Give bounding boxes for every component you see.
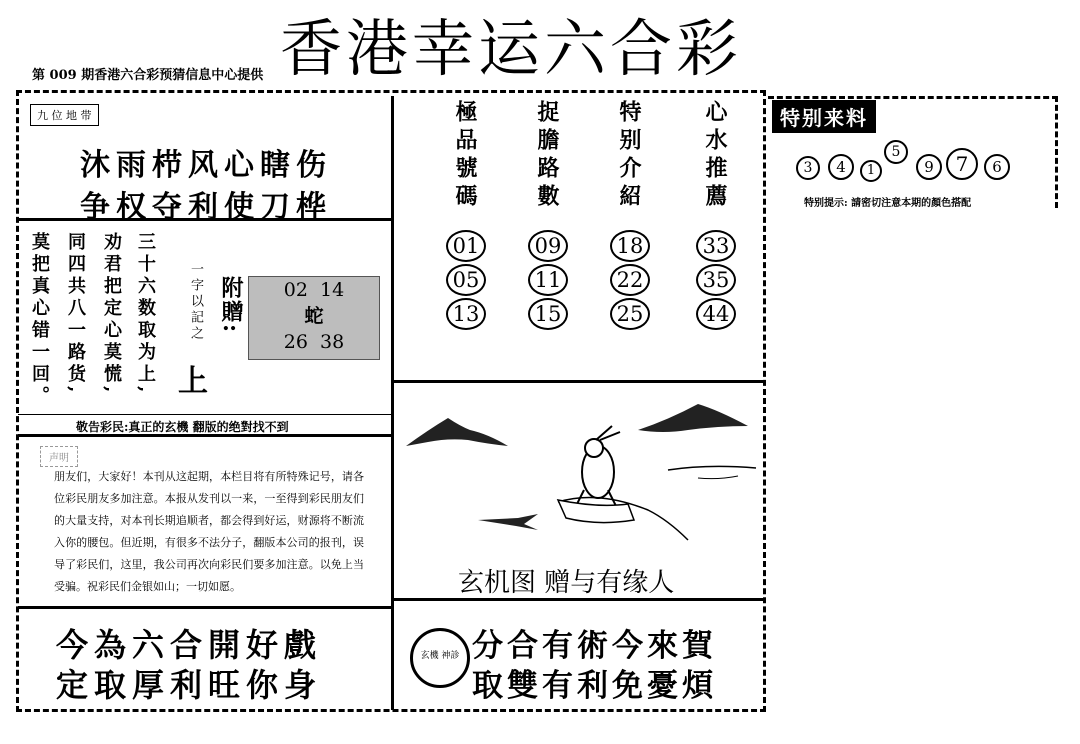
- bottom-right-line2: 取雙有利免憂煩: [472, 668, 717, 704]
- number-ball: 25: [610, 298, 650, 330]
- special-number: 6: [984, 154, 1010, 180]
- gift-numbers-bottom: 26 38: [283, 331, 345, 353]
- gift-zodiac: 蛇: [304, 305, 324, 327]
- number-ball: 18: [610, 230, 650, 262]
- gift-label: 附贈:: [218, 276, 244, 335]
- number-ball: 33: [696, 230, 736, 262]
- section-tag: 九 位 地 带: [30, 104, 99, 126]
- special-tip: 特别提示: 請密切注意本期的顏色搭配: [804, 198, 972, 209]
- number-ball: 35: [696, 264, 736, 296]
- column-header-3: 特别介紹: [616, 100, 642, 212]
- left-divider-3: [18, 606, 391, 609]
- number-ball: 13: [446, 298, 486, 330]
- bottom-right-line1: 分合有術今來賀: [472, 628, 717, 664]
- gift-numbers-top: 02 14: [283, 279, 345, 301]
- picture-caption: 玄机图 赠与有缘人: [458, 568, 675, 598]
- number-ball: 01: [446, 230, 486, 262]
- hint-side-label: 一字以記之: [188, 262, 203, 342]
- notice-text: 朋友们，大家好！本刊从这起期，本栏目将有所特殊记号，请各位彩民朋友多加注意。本报从发刊以一来，一至得到彩民朋友们的大量支持，对本刊长期追顺者，都会得到好运，财源将不断流入你的腰包。但近期，有很多不法分子，翻版本公司的报刊，误导了彩民们，这里，我公司再次向彩民们要多加注意。以免上当受骗。祝彩民们金银如山；一切如愿。: [54, 470, 364, 593]
- gift-box: [248, 276, 380, 360]
- left-top-line2: 争权夺利使刀桦: [80, 190, 332, 225]
- poem-col-1: 三十六数取为上,: [135, 232, 156, 397]
- number-ball: 22: [610, 264, 650, 296]
- warning-text: 敬告彩民:真正的玄機 翻版的绝對找不到: [76, 420, 289, 434]
- special-number: 3: [796, 156, 820, 180]
- page-title: 香港幸运六合彩: [280, 12, 743, 85]
- column-header-2: 捉膽路數: [534, 100, 560, 212]
- column-header-1: 極品號碼: [452, 100, 478, 212]
- issue-line: 第 009 期香港六合彩预猜信息中心提供: [32, 68, 264, 83]
- special-number: 4: [828, 154, 854, 180]
- left-top-line1: 沐雨栉风心瞎伤: [80, 148, 332, 183]
- warning-rule: [18, 414, 391, 415]
- bottom-left-line2: 定取厚利旺你身: [56, 666, 323, 704]
- bottom-left-line1: 今為六合開好戲: [56, 626, 323, 664]
- poem-col-3: 同四共八一路货,: [65, 232, 86, 397]
- notice-tag: 声明: [40, 446, 78, 467]
- special-number: 9: [916, 154, 942, 180]
- poem-col-2: 劝君把定心莫慌,: [101, 232, 122, 397]
- mystery-illustration: [398, 390, 762, 562]
- center-divider: [391, 96, 394, 710]
- right-divider-1: [394, 380, 766, 383]
- special-number: 1: [860, 160, 882, 182]
- column-header-4: 心水推薦: [702, 100, 728, 212]
- hint-char: 上: [178, 364, 208, 399]
- number-ball: 11: [528, 264, 568, 296]
- number-ball: 15: [528, 298, 568, 330]
- poem-col-4: 莫把真心错一回。: [29, 232, 50, 408]
- number-ball: 44: [696, 298, 736, 330]
- number-ball: 05: [446, 264, 486, 296]
- special-number: 5: [884, 140, 908, 164]
- yin-yang-badge: 玄機 神診: [410, 628, 470, 688]
- special-header: 特别来料: [772, 100, 876, 133]
- number-ball: 09: [528, 230, 568, 262]
- special-number: 7: [946, 148, 978, 180]
